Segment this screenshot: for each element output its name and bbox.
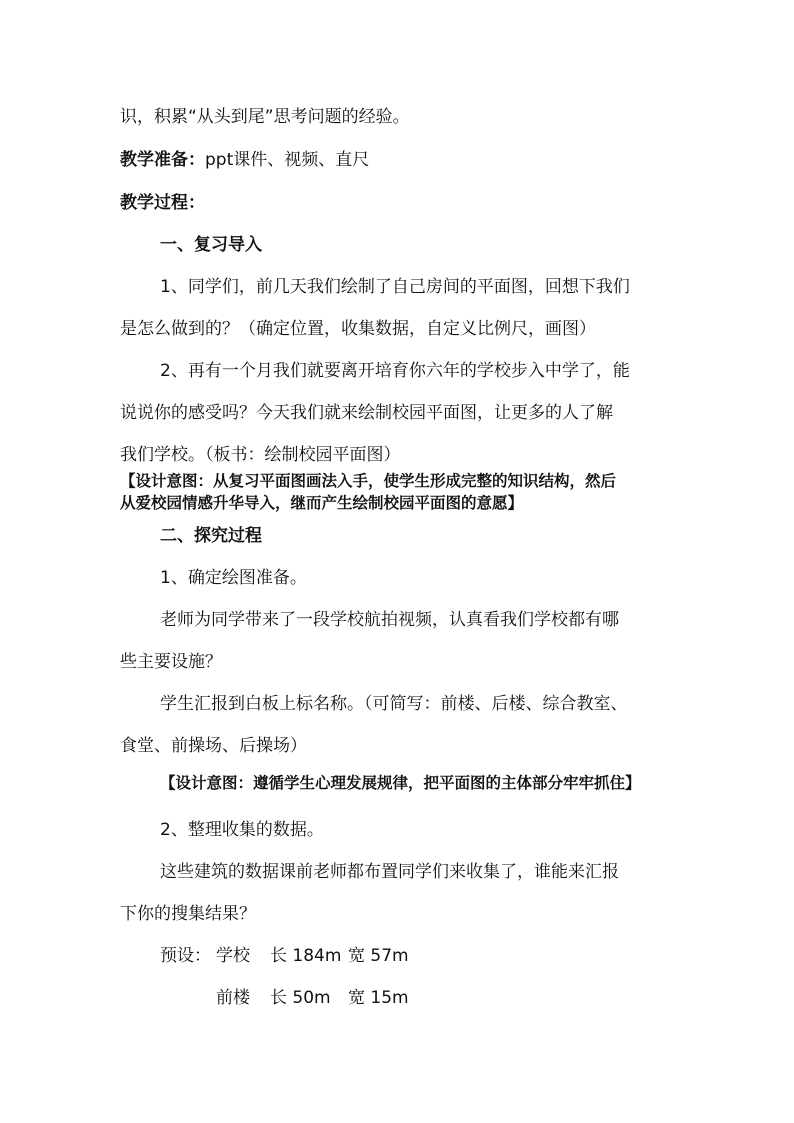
preset-label: 预设： xyxy=(160,946,211,966)
step-1-line-1: 老师为同学带来了一段学校航拍视频，认真看我们学校都有哪 xyxy=(160,610,619,630)
paragraph-1-line-2: 是怎么做到的？（确定位置，收集数据，自定义比例尺，画图） xyxy=(120,319,596,339)
design-intent-1-line-2: 从爱校园情感升华导入，继而产生绘制校园平面图的意愿】 xyxy=(120,493,524,512)
preset-name: 学校 xyxy=(216,946,250,966)
paragraph-continuation: 识，积累“从头到尾”思考问题的经验。 xyxy=(120,107,410,127)
step-2-line-2: 下你的搜集结果？ xyxy=(120,904,256,924)
section-review-heading: 一、复习导入 xyxy=(160,235,262,255)
prep-value: ppt课件、视频、直尺 xyxy=(205,150,370,170)
preset-row-front-building xyxy=(0,987,794,1009)
preset-width: 宽 15m xyxy=(348,988,409,1008)
teaching-preparation xyxy=(120,149,369,171)
step-2-heading: 2、整理收集的数据。 xyxy=(160,820,324,840)
step-1-line-4: 食堂、前操场、后操场） xyxy=(120,736,307,756)
step-1-line-2: 些主要设施？ xyxy=(120,652,222,672)
teaching-process-heading: 教学过程： xyxy=(120,193,205,213)
paragraph-2-line-2: 说说你的感受吗？今天我们就来绘制校园平面图，让更多的人了解 xyxy=(120,403,613,423)
preset-length: 长 50m xyxy=(270,988,331,1008)
design-intent-1-line-1: 【设计意图：从复习平面图画法入手，使学生形成完整的知识结构，然后 xyxy=(120,471,617,490)
preset-row-school xyxy=(0,945,794,967)
step-1-line-3: 学生汇报到白板上标名称。（可简写：前楼、后楼、综合教室、 xyxy=(160,694,628,714)
paragraph-1-line-1: 1、同学们，前几天我们绘制了自己房间的平面图，回想下我们 xyxy=(160,277,630,297)
paragraph-2-line-3: 我们学校。（板书：绘制校园平面图） xyxy=(120,445,401,465)
preset-name: 前楼 xyxy=(216,988,250,1008)
step-1-heading: 1、确定绘图准备。 xyxy=(160,568,307,588)
design-intent-2: 【设计意图：遵循学生心理发展规律，把平面图的主体部分牢牢抓住】 xyxy=(160,773,641,792)
preset-length: 长 184m xyxy=(270,946,342,966)
prep-label: 教学准备： xyxy=(120,150,205,170)
section-explore-heading: 二、探究过程 xyxy=(160,526,262,546)
step-2-line-1: 这些建筑的数据课前老师都布置同学们来收集了，谁能来汇报 xyxy=(160,862,619,882)
preset-width: 宽 57m xyxy=(348,946,409,966)
paragraph-2-line-1: 2、再有一个月我们就要离开培育你六年的学校步入中学了，能 xyxy=(160,361,630,381)
